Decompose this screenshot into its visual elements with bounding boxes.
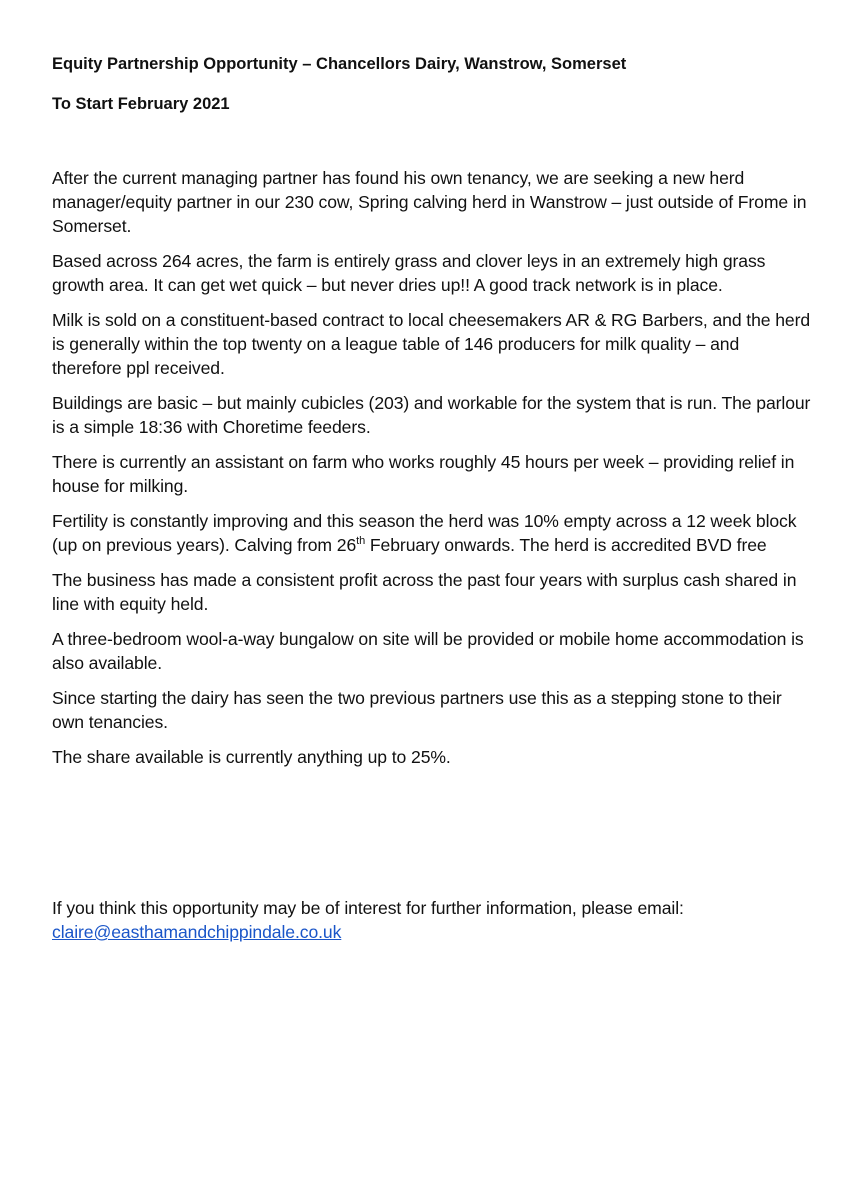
paragraph-profit: The business has made a consistent profit across the past four years with surplus cash shared in line with equity held. [52,570,797,614]
contact-text: If you think this opportunity may be of interest for further information, please email: [52,898,684,918]
paragraph-fertility [52,509,812,557]
paragraph-accommodation: A three-bedroom wool-a-way bungalow on site will be provided or mobile home accommodation is also available. [52,629,804,673]
email-link[interactable]: claire@easthamandchippindale.co.uk [52,922,342,942]
document-title: Equity Partnership Opportunity – Chancellors Dairy, Wanstrow, Somerset [52,55,627,73]
paragraph-farm: Based across 264 acres, the farm is entirely grass and clover leys in an extremely high grass growth area. It can get wet quick – but never dries up!! A good track network is in place. [52,251,766,295]
contact-section [52,896,812,944]
paragraph-intro: After the current managing partner has found his own tenancy, we are seeking a new herd manager/equity partner in our 230 cow, Spring calving herd in Wanstrow – just outside of Frome in Somerset. [52,168,807,236]
paragraph-assistant: There is currently an assistant on farm who works roughly 45 hours per week – providing relief in house for milking. [52,452,795,496]
fertility-text-2: February onwards. The herd is accredited BVD free [365,535,767,555]
paragraph-buildings: Buildings are basic – but mainly cubicles (203) and workable for the system that is run. The parlour is a simple 18:36 with Choretime feeders. [52,393,811,437]
fertility-superscript: th [356,535,366,548]
paragraph-milk: Milk is sold on a constituent-based contract to local cheesemakers AR & RG Barbers, and the herd is generally within the top twenty on a league table of 146 producers for milk quality – and therefore ppl received. [52,310,811,378]
paragraph-share: The share available is currently anything up to 25%. [52,747,451,767]
paragraph-previous-partners: Since starting the dairy has seen the two previous partners use this as a stepping stone to their own tenancies. [52,688,782,732]
start-date-heading: To Start February 2021 [52,95,230,113]
document-body [52,166,812,780]
fertility-text-1: Fertility is constantly improving and this season the herd was 10% empty across a 12 week block (up on previous years). Calving from 26 [52,511,797,555]
